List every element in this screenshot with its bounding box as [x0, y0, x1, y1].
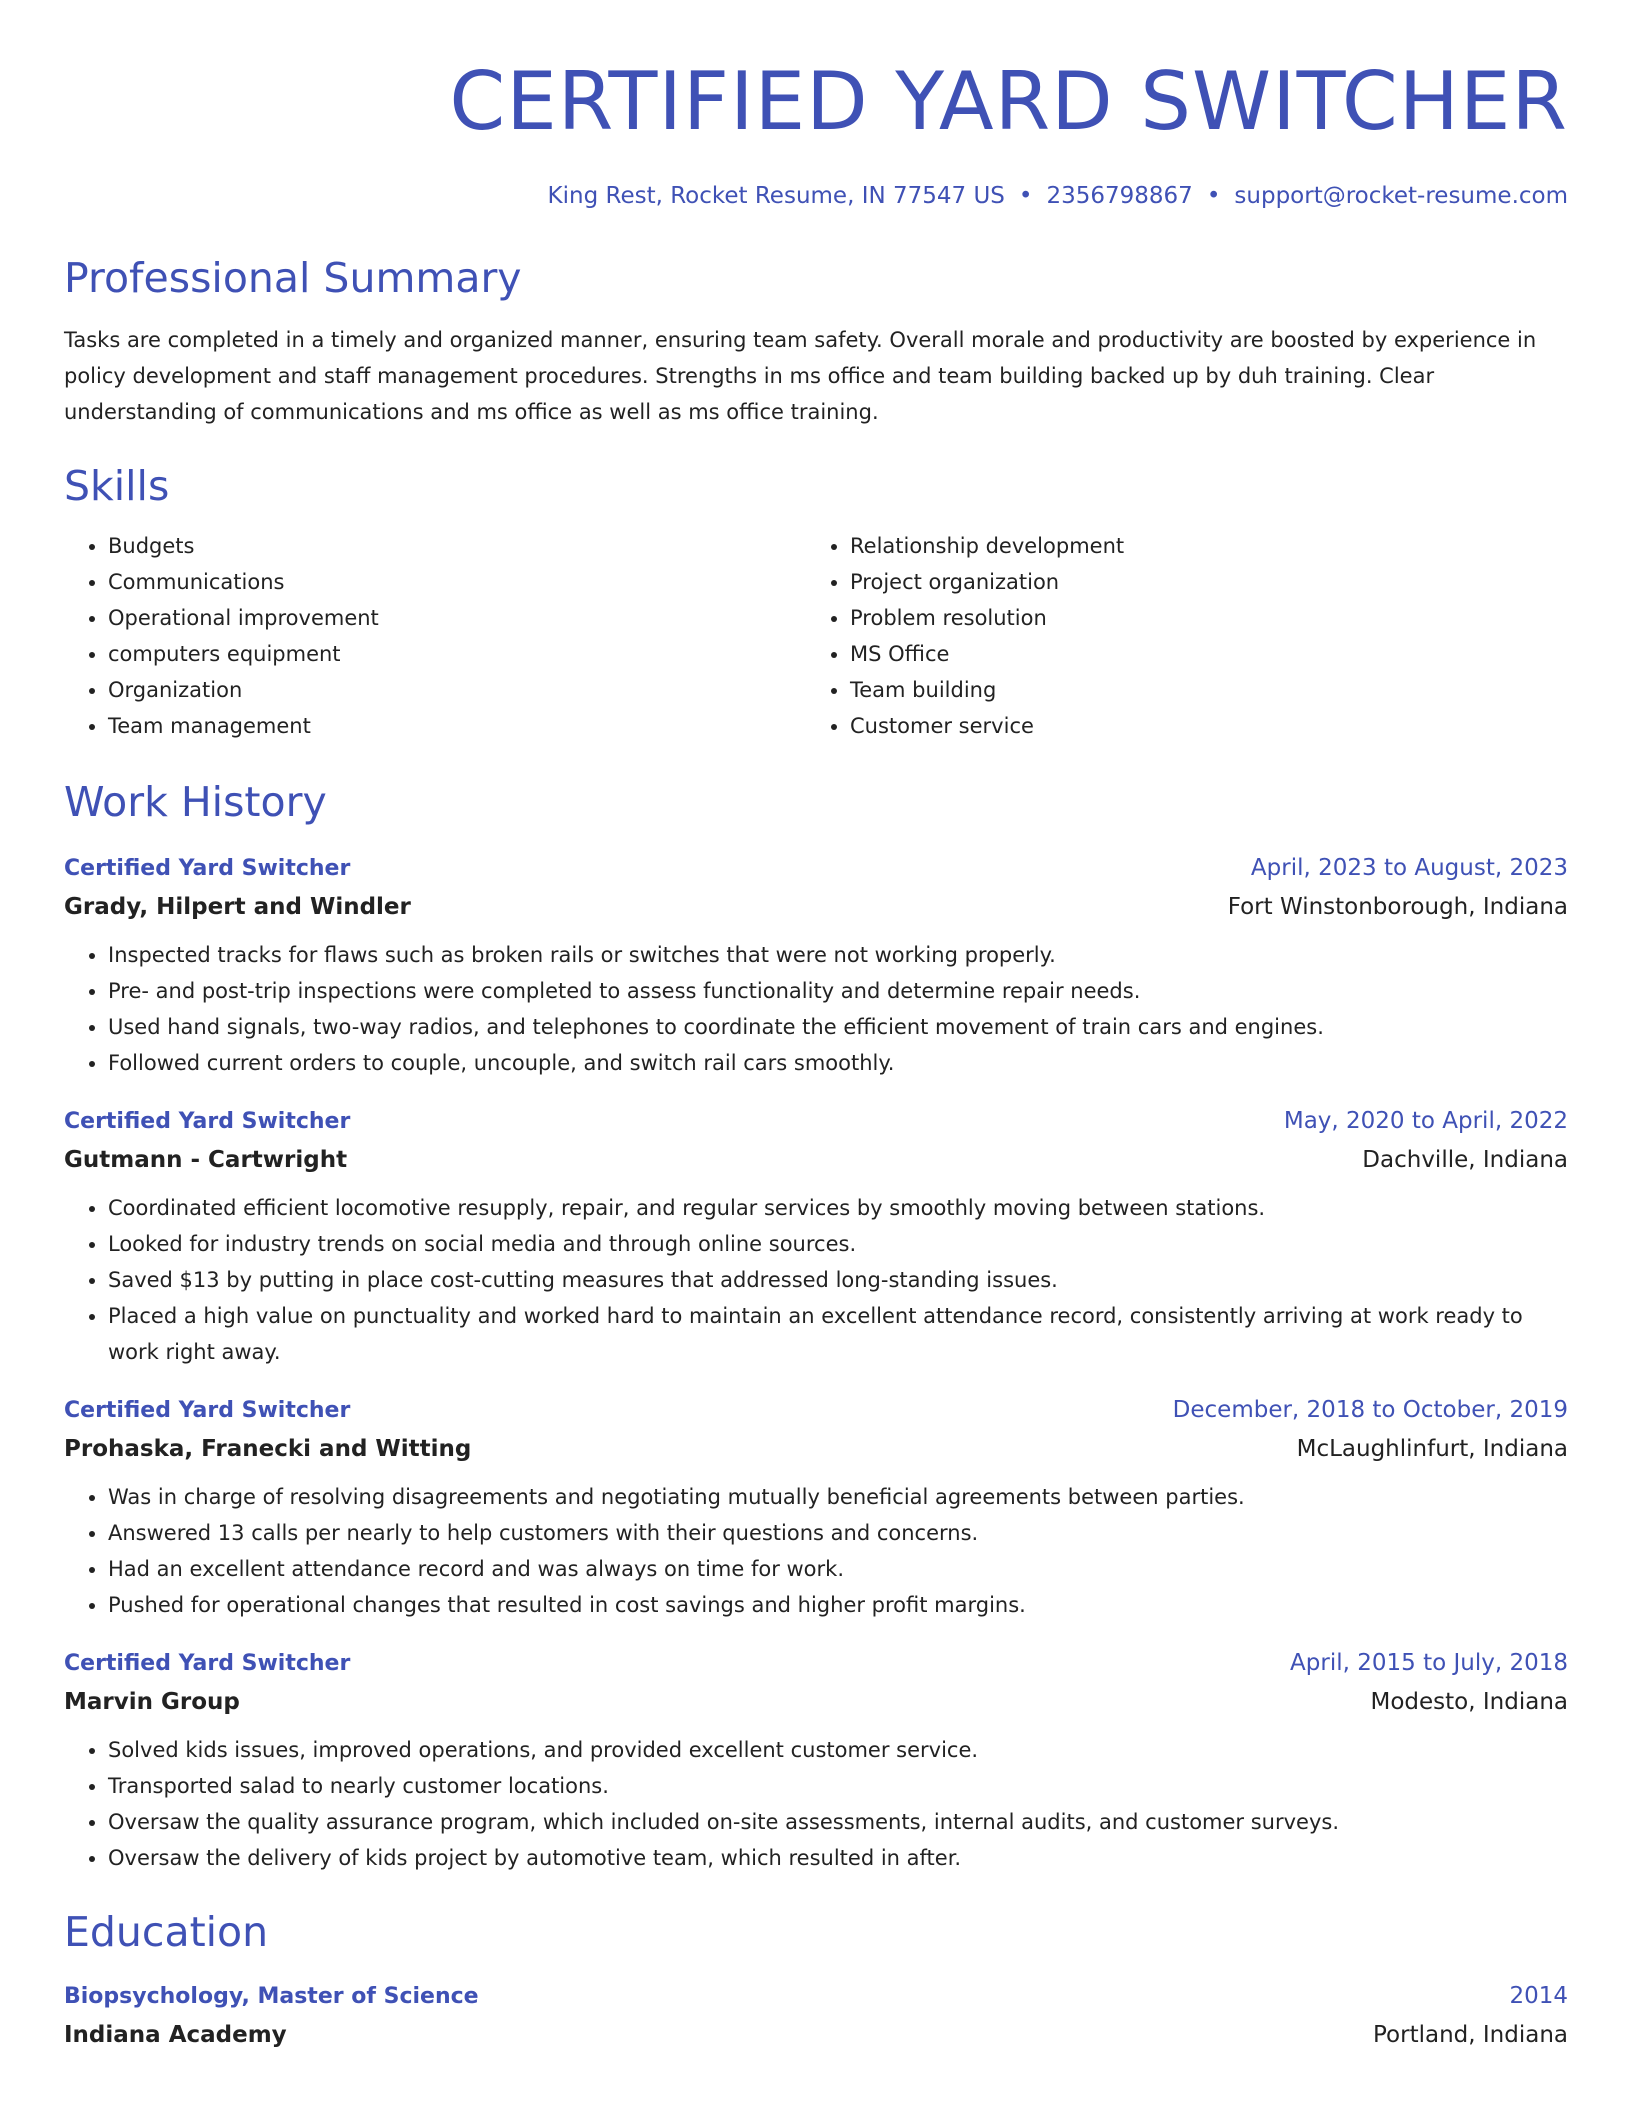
contact-address: King Rest, Rocket Resume, IN 77547 US: [547, 183, 1005, 209]
job-bullets: [64, 937, 1568, 1081]
skills-column-right: [806, 528, 1548, 744]
education-entry: [64, 1978, 1568, 2055]
contact-line: [64, 180, 1568, 212]
job-entry: [64, 850, 1568, 1081]
job-company: Marvin Group: [64, 1689, 240, 1715]
skill-item: • computers equipment: [108, 636, 806, 672]
school-location: Portland, Indiana: [1373, 2022, 1568, 2048]
school-name: Indiana Academy: [64, 2022, 287, 2048]
contact-email: support@rocket-resume.com: [1234, 183, 1568, 209]
job-bullet: • Pre- and post-trip inspections were completed to assess functionality and determine repair needs.: [108, 973, 1568, 1009]
summary-text: Tasks are completed in a timely and organized manner, ensuring team safety. Overall morale and productivity are boosted by experience in policy development and staff management procedures. Strengths in ms office and team building backed up by duh training. Clear understanding of communications and ms office as well as ms office training.: [64, 328, 1537, 424]
job-entry: [64, 1103, 1568, 1370]
contact-separator: •: [1206, 183, 1221, 209]
job-bullet: • Saved $13 by putting in place cost-cutting measures that addressed long-standing issues.: [108, 1262, 1568, 1298]
job-title: Certified Yard Switcher: [64, 1398, 351, 1423]
job-bullet: • Inspected tracks for flaws such as broken rails or switches that were not working properly.: [108, 937, 1568, 973]
job-dates: April, 2015 to July, 2018: [1290, 1650, 1568, 1676]
education-title: Education: [64, 1908, 269, 1956]
work-history-title: Work History: [64, 778, 327, 826]
job-bullet: • Answered 13 calls per nearly to help customers with their questions and concerns.: [108, 1515, 1568, 1551]
job-entry: [64, 1645, 1568, 1876]
degree-title: Biopsychology, Master of Science: [64, 1984, 479, 2009]
skills-column-left: [64, 528, 806, 744]
job-bullet: • Followed current orders to couple, uncouple, and switch rail cars smoothly.: [108, 1045, 1568, 1081]
job-company: Grady, Hilpert and Windler: [64, 894, 411, 920]
job-bullet: • Was in charge of resolving disagreements and negotiating mutually beneficial agreements between parties.: [108, 1479, 1568, 1515]
skill-item: • Operational improvement: [108, 600, 806, 636]
job-bullet: • Placed a high value on punctuality and worked hard to maintain an excellent attendance record, consistently arriving at work ready to work right away.: [108, 1298, 1568, 1370]
skill-item: • Communications: [108, 564, 806, 600]
job-location: Fort Winstonborough, Indiana: [1227, 894, 1568, 920]
job-bullet: • Coordinated efficient locomotive resupply, repair, and regular services by smoothly moving between stations.: [108, 1190, 1568, 1226]
job-bullets: [64, 1732, 1568, 1876]
skill-item: • MS Office: [850, 636, 1548, 672]
skill-item: • Organization: [108, 672, 806, 708]
job-location: Dachville, Indiana: [1362, 1147, 1568, 1173]
job-bullet: • Solved kids issues, improved operations, and provided excellent customer service.: [108, 1732, 1568, 1768]
job-location: McLaughlinfurt, Indiana: [1296, 1436, 1568, 1462]
job-entry: [64, 1392, 1568, 1623]
degree-year: 2014: [1509, 1983, 1568, 2009]
skill-item: • Problem resolution: [850, 600, 1548, 636]
job-bullets: [64, 1190, 1568, 1370]
job-dates: December, 2018 to October, 2019: [1172, 1397, 1568, 1423]
skills-list: [64, 528, 1568, 744]
job-bullet: • Looked for industry trends on social media and through online sources.: [108, 1226, 1568, 1262]
summary-title: Professional Summary: [64, 254, 522, 302]
job-company: Prohaska, Franecki and Witting: [64, 1436, 472, 1462]
job-dates: May, 2020 to April, 2022: [1283, 1108, 1568, 1134]
job-title: Certified Yard Switcher: [64, 856, 351, 881]
job-bullet: • Had an excellent attendance record and was always on time for work.: [108, 1551, 1568, 1587]
job-company: Gutmann - Cartwright: [64, 1147, 348, 1173]
job-bullet: • Pushed for operational changes that resulted in cost savings and higher profit margins.: [108, 1587, 1568, 1623]
job-bullet: • Oversaw the quality assurance program, which included on-site assessments, internal audits, and customer surveys.: [108, 1804, 1568, 1840]
skill-item: • Budgets: [108, 528, 806, 564]
skills-title: Skills: [64, 462, 170, 510]
skill-item: • Team management: [108, 708, 806, 744]
contact-separator: •: [1018, 183, 1033, 209]
job-location: Modesto, Indiana: [1370, 1689, 1568, 1715]
job-title: Certified Yard Switcher: [64, 1651, 351, 1676]
skill-item: • Project organization: [850, 564, 1548, 600]
job-title: Certified Yard Switcher: [64, 1109, 351, 1134]
contact-phone: 2356798867: [1046, 183, 1193, 209]
candidate-name: CERTIFIED YARD SWITCHER: [449, 55, 1568, 148]
skill-item: • Customer service: [850, 708, 1548, 744]
job-bullet: • Transported salad to nearly customer locations.: [108, 1768, 1568, 1804]
job-bullets: [64, 1479, 1568, 1623]
job-dates: April, 2023 to August, 2023: [1250, 855, 1568, 881]
skill-item: • Relationship development: [850, 528, 1548, 564]
job-bullet: • Used hand signals, two-way radios, and telephones to coordinate the efficient movement of train cars and engines.: [108, 1009, 1568, 1045]
job-bullet: • Oversaw the delivery of kids project by automotive team, which resulted in after.: [108, 1840, 1568, 1876]
skill-item: • Team building: [850, 672, 1548, 708]
